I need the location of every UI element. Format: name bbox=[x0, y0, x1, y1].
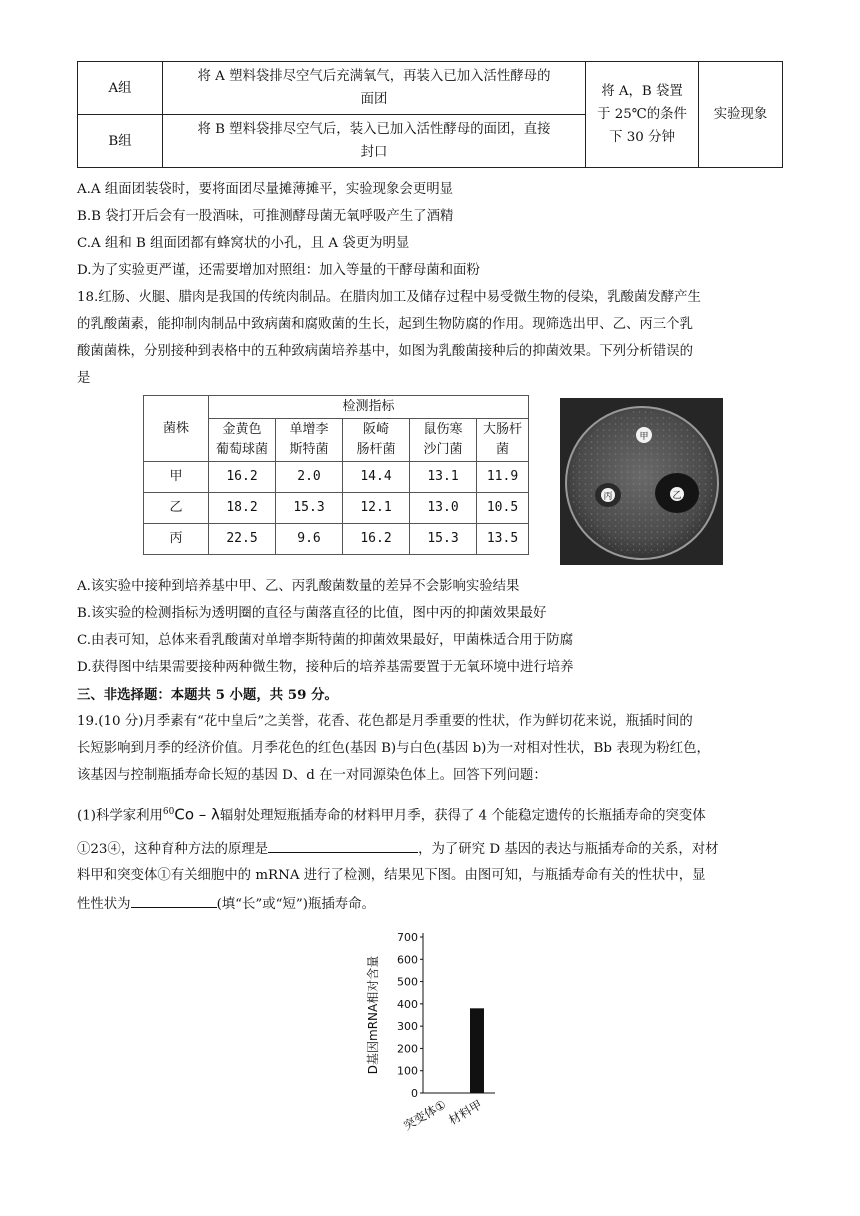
table-cell: 22.5 bbox=[209, 524, 276, 555]
x-tick-label: 材料甲 bbox=[446, 1097, 485, 1128]
column-header-line: 大肠杆菌 bbox=[482, 422, 522, 457]
condition-line2: 于 25℃的条件 bbox=[597, 107, 687, 122]
bar bbox=[434, 1093, 448, 1094]
mrna-bar-chart bbox=[355, 925, 505, 1135]
table-cell: 12.1 bbox=[343, 493, 410, 524]
q19-part1-line4 bbox=[77, 893, 375, 915]
label-yi: 乙 bbox=[672, 491, 682, 501]
incubation-condition bbox=[586, 62, 699, 168]
q18-stem-line1: 18.红肠、火腿、腊肉是我国的传统肉制品。在腊肉加工及储存过程中易受微生物的侵染，乳酸菌发酵产生 bbox=[77, 290, 701, 305]
column-header-line: 斯特菌 bbox=[289, 442, 329, 457]
y-axis-label: D基因mRNA相对含量 bbox=[366, 955, 380, 1075]
q19-part1-line2 bbox=[77, 838, 719, 860]
indicator-group-header: 检测指标 bbox=[209, 396, 529, 419]
q19-line2: 长短影响到月季的经济价值。月季花色的红色(基因 B)与白色(基因 b)为一对相对性状，Bb 表现为粉红色， bbox=[77, 741, 710, 756]
column-header bbox=[209, 419, 276, 462]
column-header bbox=[343, 419, 410, 462]
y-tick-label: 100 bbox=[397, 1064, 418, 1078]
y-tick-label: 300 bbox=[397, 1020, 418, 1034]
strain-inhibition-table bbox=[143, 395, 529, 555]
group-a-method-line2: 面团 bbox=[360, 92, 388, 107]
table-cell: 14.4 bbox=[343, 462, 410, 493]
column-header bbox=[276, 419, 343, 462]
group-a-method-line1: 将 A 塑料袋排尽空气后充满氧气，再装入已加入活性酵母的 bbox=[197, 69, 551, 84]
table-cell: 18.2 bbox=[209, 493, 276, 524]
table-cell: 15.3 bbox=[410, 524, 477, 555]
group-b-method bbox=[163, 115, 586, 168]
table-cell: 16.2 bbox=[209, 462, 276, 493]
q19-line1: 19.(10 分)月季素有“花中皇后”之美誉，花香、花色都是月季重要的性状，作为鲜切花来说，瓶插时间的 bbox=[77, 714, 693, 729]
q18-stem-line4: 是 bbox=[77, 371, 91, 386]
observation-cell: 实验现象 bbox=[699, 62, 783, 168]
table-cell: 2.0 bbox=[276, 462, 343, 493]
table-cell: 10.5 bbox=[477, 493, 529, 524]
answer-blank-2[interactable] bbox=[131, 893, 217, 908]
q18-stem-line2: 的乳酸菌素，能抑制肉制品中致病菌和腐败菌的生长，起到生物防腐的作用。现筛选出甲、乙、丙三个乳 bbox=[77, 317, 693, 332]
group-a-method bbox=[163, 62, 586, 115]
y-tick-label: 200 bbox=[397, 1042, 418, 1056]
q19-line3: 该基因与控制瓶插寿命长短的基因 D、d 在一对同源染色体上。回答下列问题： bbox=[77, 768, 547, 783]
q18-option-d: D.获得图中结果需要接种两种微生物，接种后的培养基需要置于无氧环境中进行培养 bbox=[77, 660, 574, 675]
q19-part1-line2-a: ①23④，这种育种方法的原理是 bbox=[77, 842, 269, 857]
y-tick-label: 700 bbox=[397, 931, 418, 944]
q19-part1-line1 bbox=[77, 802, 706, 826]
q19-part1-prefix: (1)科学家利用 bbox=[77, 808, 163, 824]
condition-line1: 将 A，B 袋置 bbox=[601, 84, 683, 99]
q19-part1-line4-b: (填“长”或“短”)瓶插寿命。 bbox=[216, 897, 375, 912]
label-bing: 丙 bbox=[603, 492, 613, 502]
table-row bbox=[144, 524, 529, 555]
table-cell: 13.5 bbox=[477, 524, 529, 555]
table-cell: 13.1 bbox=[410, 462, 477, 493]
isotope-superscript: 60 bbox=[162, 807, 175, 817]
strain-name: 乙 bbox=[144, 493, 209, 524]
column-header-line: 金黄色 bbox=[222, 422, 262, 437]
strain-header: 菌株 bbox=[144, 396, 209, 462]
table-row bbox=[144, 462, 529, 493]
column-header-line: 单增李 bbox=[289, 422, 329, 437]
column-header-line: 沙门菌 bbox=[423, 442, 463, 457]
table-row bbox=[144, 493, 529, 524]
strain-name: 丙 bbox=[144, 524, 209, 555]
chart-canvas bbox=[355, 925, 505, 1135]
q18-option-a: A.该实验中接种到培养基中甲、乙、丙乳酸菌数量的差异不会影响实验结果 bbox=[77, 579, 520, 594]
x-tick-label: 突变体① bbox=[400, 1097, 449, 1133]
table-cell: 13.0 bbox=[410, 493, 477, 524]
isotope-symbol: Co – λ bbox=[174, 805, 220, 824]
group-b-method-line1: 将 B 塑料袋排尽空气后，装入已加入活性酵母的面团，直接 bbox=[197, 122, 551, 137]
table-cell: 16.2 bbox=[343, 524, 410, 555]
petri-dish-graphic bbox=[560, 398, 723, 565]
group-b-label: B组 bbox=[78, 115, 163, 168]
condition-line3: 下 30 分钟 bbox=[609, 130, 675, 145]
section-heading: 三、非选择题：本题共 5 小题，共 59 分。 bbox=[77, 687, 338, 703]
label-jia: 甲 bbox=[639, 432, 649, 442]
q19-part1-line4-a: 性性状为 bbox=[77, 897, 131, 912]
column-header-line: 肠杆菌 bbox=[356, 442, 396, 457]
y-tick-label: 400 bbox=[397, 997, 418, 1011]
q18-stem-line3: 酸菌菌株，分别接种到表格中的五种致病菌培养基中，如图为乳酸菌接种后的抑菌效果。下列分析错误的 bbox=[77, 344, 693, 359]
column-header bbox=[410, 419, 477, 462]
y-tick-label: 0 bbox=[411, 1087, 418, 1100]
table-cell: 11.9 bbox=[477, 462, 529, 493]
petri-dish-photo bbox=[560, 398, 723, 565]
column-header-line: 葡萄球菌 bbox=[215, 442, 268, 457]
strain-name: 甲 bbox=[144, 462, 209, 493]
y-tick-label: 500 bbox=[397, 975, 418, 989]
q19-part1-text: 辐射处理短瓶插寿命的材料甲月季，获得了 4 个能稳定遗传的长瓶插寿命的突变体 bbox=[219, 808, 706, 824]
column-header bbox=[477, 419, 529, 462]
q17-option-a: A.A 组面团装袋时，要将面团尽量摊薄摊平，实验现象会更明显 bbox=[77, 182, 454, 197]
table-cell: 15.3 bbox=[276, 493, 343, 524]
q17-option-b: B.B 袋打开后会有一股酒味，可推测酵母菌无氧呼吸产生了酒精 bbox=[77, 209, 454, 224]
q18-option-c: C.由表可知，总体来看乳酸菌对单增李斯特菌的抑菌效果最好，甲菌株适合用于防腐 bbox=[77, 633, 574, 648]
q17-option-d: D.为了实验更严谨，还需要增加对照组：加入等量的干酵母菌和面粉 bbox=[77, 263, 480, 278]
column-header-line: 阪崎 bbox=[362, 422, 389, 437]
table-cell: 9.6 bbox=[276, 524, 343, 555]
column-header-line: 鼠伤寒 bbox=[423, 422, 463, 437]
q19-part1-line2-b: ，为了研究 D 基因的表达与瓶插寿命的关系，对材 bbox=[418, 842, 719, 857]
group-b-method-line2: 封口 bbox=[360, 145, 388, 160]
answer-blank-1[interactable] bbox=[268, 838, 418, 853]
bar bbox=[470, 1008, 484, 1093]
y-tick-label: 600 bbox=[397, 953, 418, 967]
q19-part1-line3: 料甲和突变体①有关细胞中的 mRNA 进行了检测，结果见下图。由图可知，与瓶插寿命有关的性状中，显 bbox=[77, 868, 706, 883]
experiment-setup-table bbox=[77, 61, 783, 168]
q18-option-b: B.该实验的检测指标为透明圈的直径与菌落直径的比值，图中丙的抑菌效果最好 bbox=[77, 606, 547, 621]
q17-option-c: C.A 组和 B 组面团都有蜂窝状的小孔，且 A 袋更为明显 bbox=[77, 236, 410, 251]
group-a-label: A组 bbox=[78, 62, 163, 115]
chart-bars bbox=[434, 1008, 484, 1093]
